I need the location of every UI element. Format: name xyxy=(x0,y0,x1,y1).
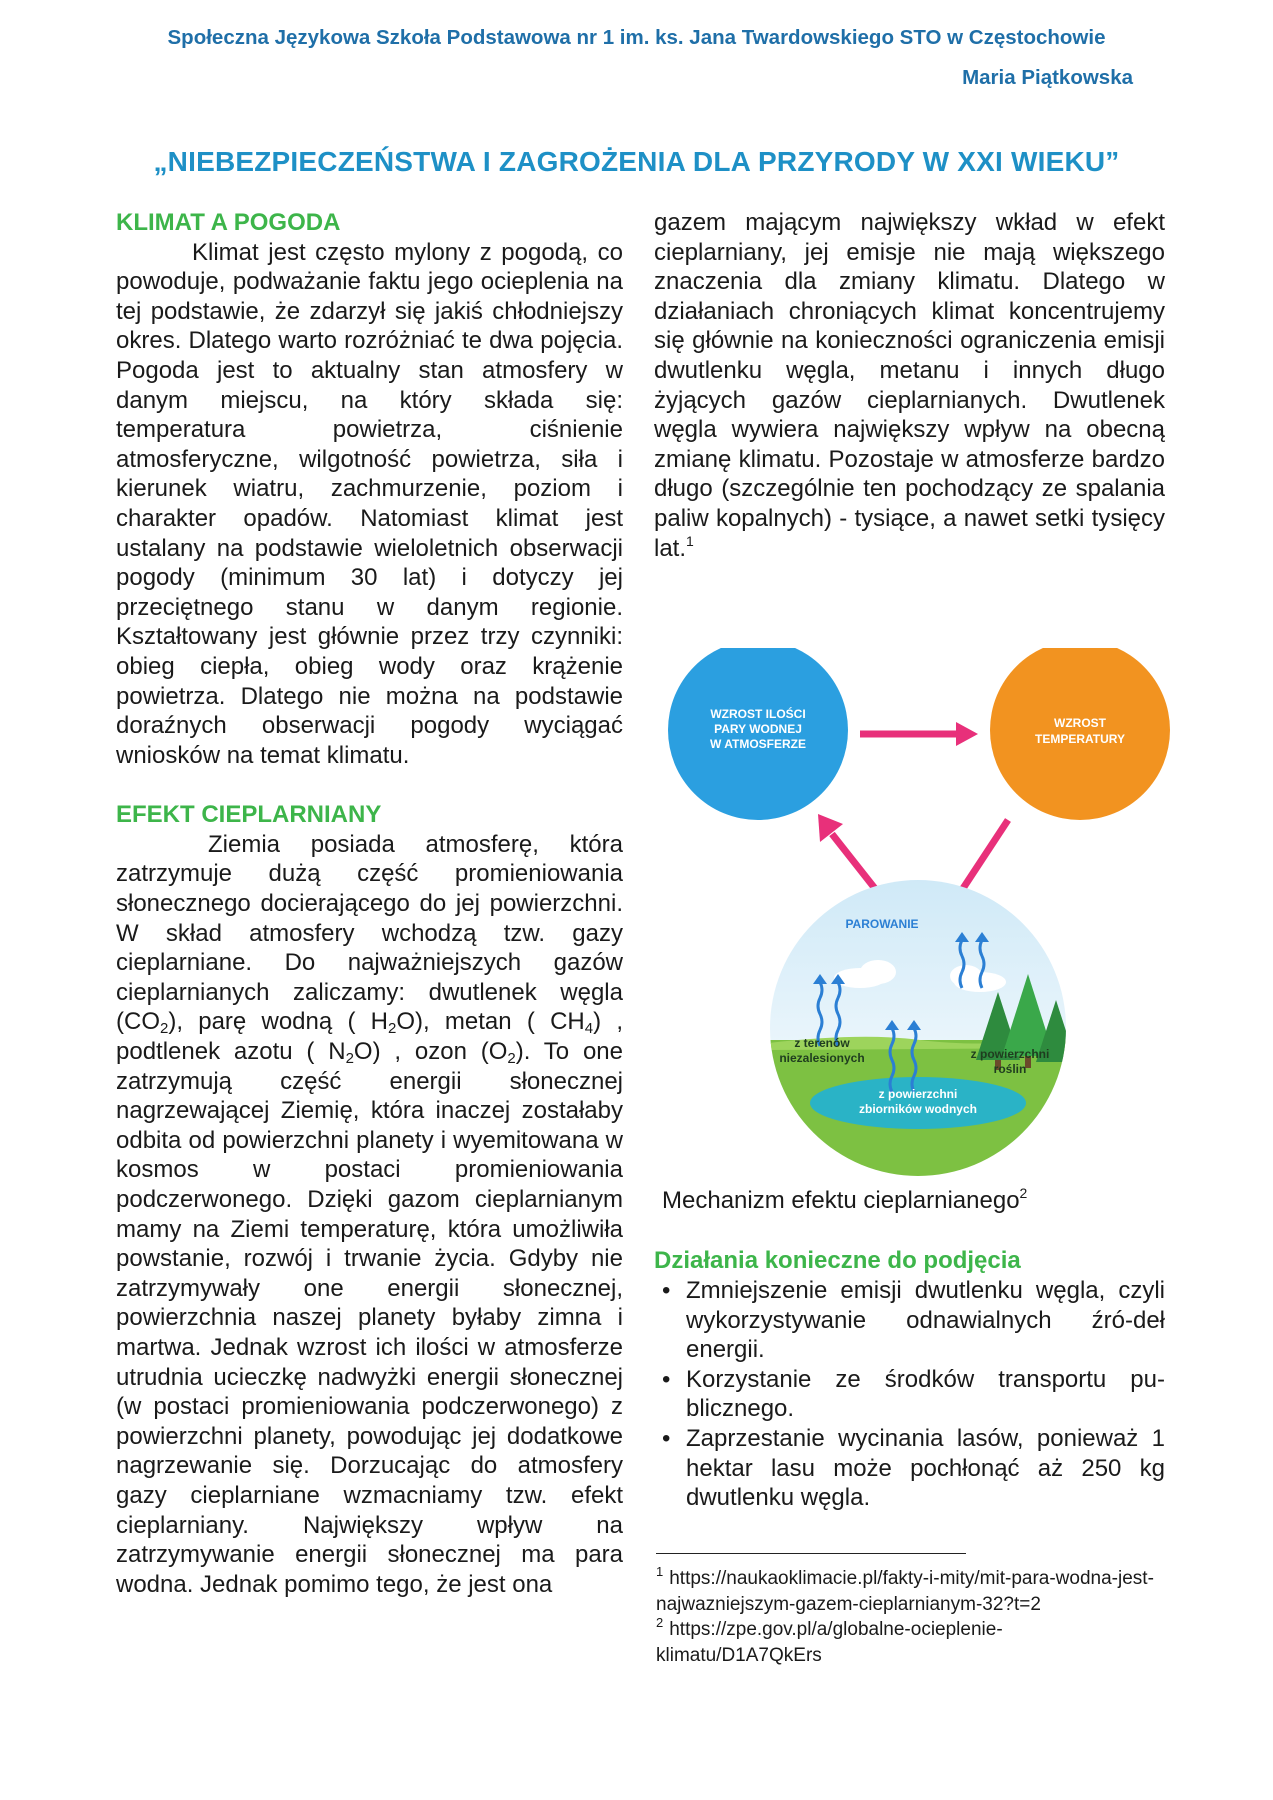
school-name: Społeczna Językowa Szkoła Podstawowa nr 1 im. ks. Jana Twardowskiego STO w Częstochowie xyxy=(167,26,1106,49)
footnote-ref-2[interactable]: 2 xyxy=(1019,1185,1028,1201)
right-column xyxy=(654,208,1165,563)
water-vapor-label-2: PARY WODNEJ xyxy=(714,722,802,736)
left-column xyxy=(116,208,623,1599)
plants-label-2: roślin xyxy=(993,1062,1027,1076)
footnote-divider xyxy=(656,1553,966,1554)
water-label-1: z powierzchni xyxy=(878,1087,958,1101)
water-vapor-label-3: W ATMOSFERZE xyxy=(710,737,806,751)
actions-list xyxy=(654,1276,1165,1513)
greenhouse-heading: EFEKT CIEPLARNIANY xyxy=(116,801,382,829)
water-vapor-label-1: WZROST ILOŚCI xyxy=(710,707,806,721)
footnote-1[interactable]: $^1$ https://naukaoklimacie.pl/fakty-i-mity/mit-para-wodna-jest-najwazniejszym-gazem-cieplarnianym-32?t=2 xyxy=(656,1564,1154,1615)
earth-scene xyxy=(760,878,1080,1178)
footnote-ref-1[interactable]: 1 xyxy=(686,532,694,549)
climate-heading: KLIMAT A POGODA xyxy=(116,209,341,236)
temperature-label-1: WZROST xyxy=(1054,716,1106,730)
footnotes xyxy=(656,1566,1156,1668)
list-item: • Zmniejszenie emisji dwutlenku węgla, czyli wykorzystywanie odnawialnych źró-deł energii. xyxy=(662,1277,1165,1364)
list-item: • Zaprzestanie wycinania lasów, ponieważ 1 hektar lasu może pochłonąć aż 250 kg dwutlenku węgla. xyxy=(662,1424,1165,1512)
water-label-2: zbiorników wodnych xyxy=(858,1102,978,1116)
land-label-1: z terenów xyxy=(794,1036,850,1050)
greenhouse-paragraph: Ziemia posiada atmosferę, która zatrzymuje dużą część promieniowania słonecznego docierającego do jej powierzchni. W skład atmosfery wchodzą tzw. gazy cieplarniane. Do najważniejszych gazów cieplarnianych zaliczamy: dwutlenek węgla $(CO_2)$, parę wodną ( $H_2O$), metan ( $CH_4$) , podtlenek azotu ( $N_2O$) , ozon $(O_2)$. To one zatrzymują część energii słonecznej nagrzewającej Ziemię, która inaczej zostałaby odbita od powierzchni planety i wyemitowana w kosmos w postaci promieniowania podczerwonego. Dzięki gazom cieplarnianym mamy na Ziemi temperaturę, która umożliwiła powstanie, rozwój i trwanie życia. Gdyby nie zatrzymywały one energii słonecznej, powierzchnia naszej planety byłaby zimna i martwa. Jednak wzrost ich ilości w atmosferze utrudnia ucieczkę nadwyżki energii słonecznej (w postaci promieniowania podczerwonego) z powierzchni planety, powodując jej dodatkowe nagrzewanie się. Dorzucając do atmosfery gazy cieplarniane wzmacniamy tzw. efekt cieplarniany. Największy wpływ na zatrzymywanie energii słonecznej ma para wodna. Jednak pomimo tego, że jest ona xyxy=(116,830,623,1598)
climate-paragraph: Klimat jest często mylony z pogodą, co powoduje, podważanie faktu jego ocieplenia na tej podstawie, że zdarzył się jakiś chłodniejszy okres. Dlatego warto rozróżniać te dwa pojęcia. Pogoda jest to aktualny stan atmosfery w danym miejscu, na który składa się: temperatura powietrza, ciśnienie atmosferyczne, wilgotność powietrza, siła i kierunek wiatru, zachmurzenie, poziom i charakter opadów. Natomiast klimat jest ustalany na podstawie wieloletnich obserwacji pogody (minimum 30 lat) i dotyczy jej przeciętnego stanu w danym regionie. Kształtowany jest głównie przez trzy czynniki: obieg ciepła, obieg wody oraz krążenie powietrza. Dlatego nie można na podstawie doraźnych obserwacji pogody wyciągać wniosków na temat klimatu. xyxy=(116,238,623,769)
diagram-caption: Mechanizm efektu cieplarnianego$^2$ xyxy=(662,1185,1028,1214)
list-item: • Korzystanie ze środków transportu pu-blicznego. xyxy=(662,1365,1165,1423)
document-title: „NIEBEZPIECZEŃSTWA I ZAGROŻENIA DLA PRZYRODY W XXI WIEKU” xyxy=(153,146,1120,177)
temperature-label-2: TEMPERATURY xyxy=(1035,732,1125,746)
land-label-2: niezalesionych xyxy=(779,1051,865,1065)
plants-label-1: z powierzchni xyxy=(970,1047,1050,1061)
author-name: Maria Piątkowska xyxy=(962,66,1133,89)
evaporation-label: PAROWANIE xyxy=(845,917,919,931)
arrow-right xyxy=(860,722,978,746)
greenhouse-continued: gazem mającym największy wkład w efekt cieplarniany, jej emisje nie mają większego znaczenia dla zmiany klimatu. Dlatego w działaniach chroniących klimat koncentrujemy się głównie na konieczności ograniczenia emisji dwutlenku węgla, metanu i innych długo żyjących gazów cieplarnianych. Dwutlenek węgla wywiera największy wpływ na obecną zmianę klimatu. Pozostaje w atmosferze bardzo długo (szczególnie ten pochodzący ze spalania paliw kopalnych) - tysiące, a nawet setki tysięcy lat.$^1$ xyxy=(654,209,1165,562)
actions-heading: Działania konieczne do podjęcia xyxy=(654,1247,1021,1274)
greenhouse-diagram xyxy=(660,648,1180,1178)
footnote-2[interactable]: $^2$ https://zpe.gov.pl/a/globalne-ocieplenie-klimatu/D1A7QkErs xyxy=(656,1615,1003,1666)
